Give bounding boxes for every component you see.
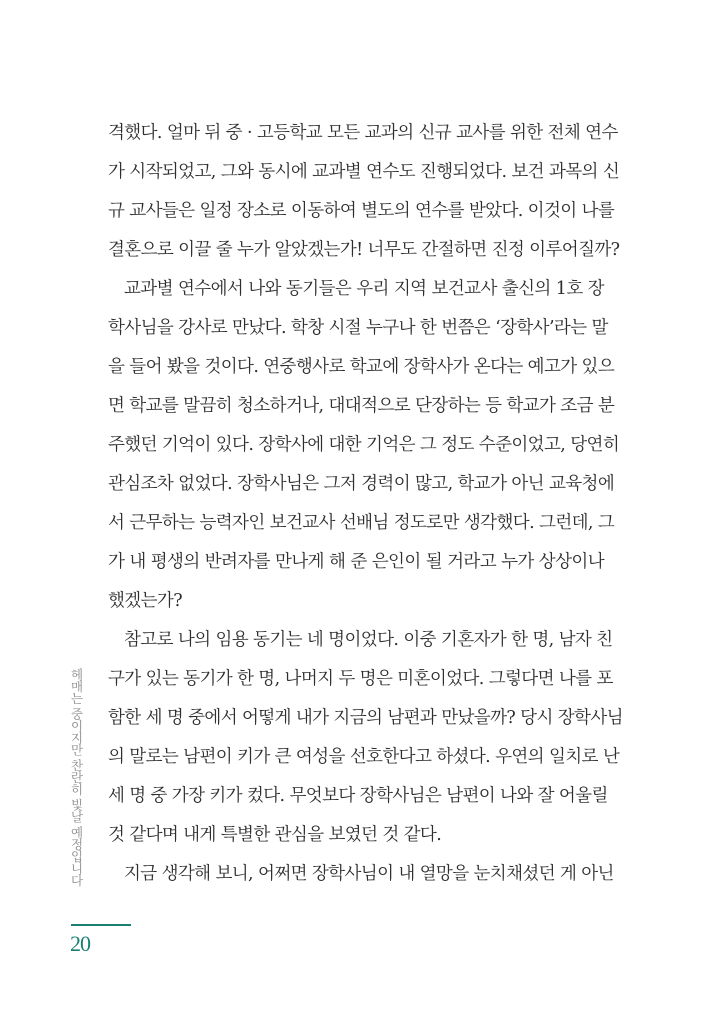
body-text [108,114,623,894]
text-line: 했겠는가? [108,591,183,611]
text-line: 학사님을 강사로 만났다. 학창 시절 누구나 한 번쯤은 ‘장학사’라는 말 [108,318,608,338]
text-line: 관심조차 없었다. 장학사님은 그저 경력이 많고, 학교가 아닌 교육청에 [108,474,615,494]
text-line: 주했던 기억이 있다. 장학사에 대한 기억은 그 정도 수준이었고, 당연히 [108,435,620,455]
text-line: 함한 세 명 중에서 어떻게 내가 지금의 남편과 만났을까? 당시 장학사님 [108,708,623,728]
page-number-rule [71,924,131,926]
running-title-vertical: 헤매는 중이지만 찬란히 빛날 예정입니다 [69,668,84,886]
text-line: 서 근무하는 능력자인 보건교사 선배님 정도로만 생각했다. 그런데, 그 [108,513,615,533]
text-line: 을 들어 봤을 것이다. 연중행사로 학교에 장학사가 온다는 예고가 있으 [108,357,615,377]
text-line: 의 말로는 남편이 키가 큰 여성을 선호한다고 하셨다. 우연의 일치로 난 [108,747,620,767]
text-line: 격했다. 얼마 뒤 중 · 고등학교 모든 교과의 신규 교사를 위한 전체 연수 [108,123,618,143]
text-line: 구가 있는 동기가 한 명, 나머지 두 명은 미혼이었다. 그렇다면 나를 포 [108,669,613,689]
text-line: 세 명 중 가장 키가 컸다. 무엇보다 장학사님은 남편이 나와 잘 어울릴 [108,786,608,806]
text-line: 면 학교를 말끔히 청소하거나, 대대적으로 단장하는 등 학교가 조금 분 [108,396,615,416]
text-line: 것 같다며 내게 특별한 관심을 보였던 것 같다. [108,825,442,845]
text-line: 참고로 나의 임용 동기는 네 명이었다. 이중 기혼자가 한 명, 남자 친 [124,630,613,650]
text-line: 가 시작되었고, 그와 동시에 교과별 연수도 진행되었다. 보건 과목의 신 [108,162,620,182]
text-line: 지금 생각해 보니, 어쩌면 장학사님이 내 열망을 눈치채셨던 게 아닌 [124,864,614,884]
text-line: 규 교사들은 일정 장소로 이동하여 별도의 연수를 받았다. 이것이 나를 [108,201,615,221]
text-line: 결혼으로 이끌 줄 누가 알았겠는가! 너무도 간절하면 진정 이루어질까? [108,240,620,260]
page-number: 20 [70,931,90,956]
text-line: 가 내 평생의 반려자를 만나게 해 준 은인이 될 거라고 누가 상상이나 [108,552,604,572]
text-line: 교과별 연수에서 나와 동기들은 우리 지역 보건교사 출신의 1호 장 [124,279,604,299]
